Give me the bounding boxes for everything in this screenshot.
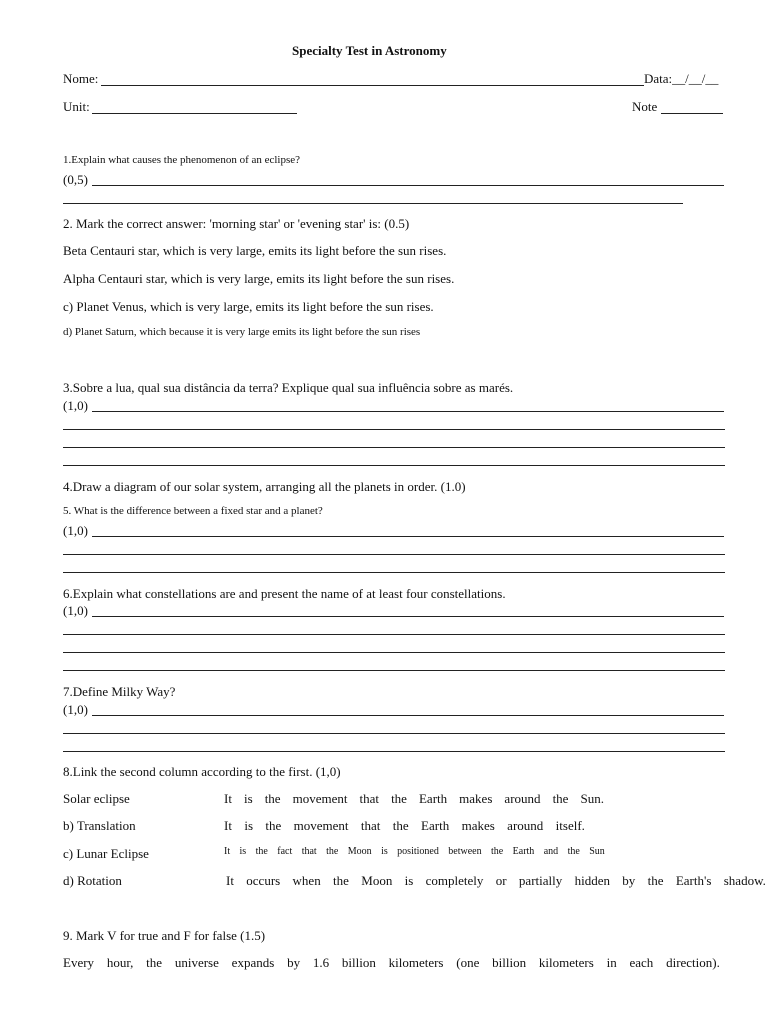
word: around <box>507 818 544 833</box>
word: kilometers <box>538 955 594 970</box>
word: Earth <box>512 846 535 857</box>
page-title: Specialty Test in Astronomy <box>292 43 447 58</box>
word: in <box>606 955 617 970</box>
q9-text: 9. Mark V for true and F for false (1.5) <box>63 928 266 943</box>
word: Earth's <box>675 873 712 888</box>
word: or <box>495 873 507 888</box>
word: It <box>226 873 234 888</box>
q8-text: 8.Link the second column according to the first. (1,0) <box>63 764 341 779</box>
name-label: Nome: <box>63 71 99 86</box>
answer-line[interactable] <box>63 447 725 448</box>
word: completely <box>425 873 484 888</box>
answer-line[interactable] <box>63 554 725 555</box>
word: is <box>404 873 414 888</box>
word: the <box>647 873 664 888</box>
word: each <box>629 955 654 970</box>
word: the <box>392 818 409 833</box>
word: billion <box>492 955 527 970</box>
word: the <box>326 846 339 857</box>
word: by <box>287 955 301 970</box>
note-field-line[interactable] <box>661 113 723 114</box>
q2-text: 2. Mark the correct answer: 'morning star' or 'evening star' is: (0.5) <box>63 216 410 231</box>
q2-option-c: c) Planet Venus, which is very large, emits its light before the sun rises. <box>63 299 434 314</box>
word: It <box>224 846 231 857</box>
word: the <box>567 846 580 857</box>
word: the <box>491 846 504 857</box>
q5-text: 5. What is the difference between a fixed star and a planet? <box>63 505 323 517</box>
word: positioned <box>397 846 439 857</box>
date-label: Data:__/__/__ <box>644 71 719 86</box>
q6-text: 6.Explain what constellations are and present the name of at least four constellations. <box>63 586 506 601</box>
word: is <box>243 791 253 806</box>
answer-line[interactable] <box>92 715 724 716</box>
unit-field-line[interactable] <box>92 113 297 114</box>
word: Moon <box>361 873 393 888</box>
word: the <box>391 791 407 806</box>
q9-statement <box>63 956 720 969</box>
unit-label: Unit: <box>63 99 90 114</box>
word: hour, <box>106 955 134 970</box>
q5-score: (1,0) <box>63 523 88 538</box>
q8-right-item-2 <box>224 819 585 832</box>
word: the <box>264 791 281 806</box>
answer-line[interactable] <box>63 465 725 466</box>
q7-text: 7.Define Milky Way? <box>63 684 176 699</box>
q8-right-item-3 <box>224 847 605 857</box>
word: expands <box>231 955 275 970</box>
word: and <box>543 846 559 857</box>
answer-line[interactable] <box>63 634 725 635</box>
word: Every <box>63 955 95 970</box>
q6-score: (1,0) <box>63 603 88 618</box>
word: Moon <box>347 846 372 857</box>
answer-line[interactable] <box>92 616 724 617</box>
word: the <box>265 818 282 833</box>
word: movement <box>293 818 349 833</box>
word: makes <box>459 791 493 806</box>
word: is <box>244 818 253 833</box>
word: partially <box>518 873 563 888</box>
word: billion <box>341 955 376 970</box>
q1-text: 1.Explain what causes the phenomenon of an eclipse? <box>63 154 301 166</box>
answer-line[interactable] <box>63 733 725 734</box>
name-field-line[interactable] <box>101 85 644 86</box>
word: 1.6 <box>312 955 330 970</box>
answer-line[interactable] <box>63 572 725 573</box>
word: hidden <box>574 873 610 888</box>
word: the <box>146 955 163 970</box>
q2-option-d: d) Planet Saturn, which because it is very large emits its light before the sun rises <box>63 326 421 338</box>
answer-line[interactable] <box>92 411 724 412</box>
answer-line[interactable] <box>63 751 725 752</box>
q7-score: (1,0) <box>63 702 88 717</box>
word: shadow. <box>723 873 766 888</box>
word: is <box>381 846 388 857</box>
word: Earth <box>421 818 450 833</box>
answer-line[interactable] <box>63 670 725 671</box>
word: occurs <box>246 873 281 888</box>
word: that <box>359 791 380 806</box>
word: is <box>239 846 247 857</box>
answer-line[interactable] <box>63 203 683 204</box>
answer-line[interactable] <box>63 429 725 430</box>
word: (one <box>456 955 480 970</box>
q8-left-item-1: Solar eclipse <box>63 791 130 806</box>
word: that <box>301 846 317 857</box>
word: fact <box>277 846 293 857</box>
note-label: Note <box>632 99 658 114</box>
word: movement <box>292 791 348 806</box>
q3-score: (1,0) <box>63 398 88 413</box>
q8-right-item-1 <box>224 792 604 805</box>
q3-text: 3.Sobre a lua, qual sua distância da terra? Explique qual sua influência sobre as marés. <box>63 380 514 395</box>
word: the <box>333 873 349 888</box>
answer-line[interactable] <box>63 652 725 653</box>
word: kilometers <box>388 955 444 970</box>
word: Earth <box>418 791 448 806</box>
q1-score: (0,5) <box>63 172 88 187</box>
word: Sun <box>589 846 605 857</box>
word: around <box>504 791 541 806</box>
word: the <box>255 846 268 857</box>
word: universe <box>174 955 219 970</box>
q4-text: 4.Draw a diagram of our solar system, arranging all the planets in order. (1.0) <box>63 479 466 494</box>
word: the <box>552 791 569 806</box>
q8-left-item-3: c) Lunar Eclipse <box>63 846 149 861</box>
word: itself. <box>555 818 585 833</box>
q8-left-item-4: d) Rotation <box>63 873 122 888</box>
q2-option-a: Beta Centauri star, which is very large, emits its light before the sun rises. <box>63 243 447 258</box>
q8-right-item-4 <box>226 874 766 887</box>
word: Sun. <box>580 791 604 806</box>
word: between <box>448 846 482 857</box>
word: It <box>224 791 232 806</box>
word: direction). <box>666 955 720 970</box>
q8-left-item-2: b) Translation <box>63 818 136 833</box>
q2-option-b: Alpha Centauri star, which is very large, emits its light before the sun rises. <box>63 271 455 286</box>
word: It <box>224 818 232 833</box>
word: when <box>292 873 321 888</box>
word: that <box>360 818 381 833</box>
answer-line[interactable] <box>92 536 724 537</box>
word: makes <box>461 818 495 833</box>
answer-line[interactable] <box>92 185 724 186</box>
word: by <box>622 873 636 888</box>
